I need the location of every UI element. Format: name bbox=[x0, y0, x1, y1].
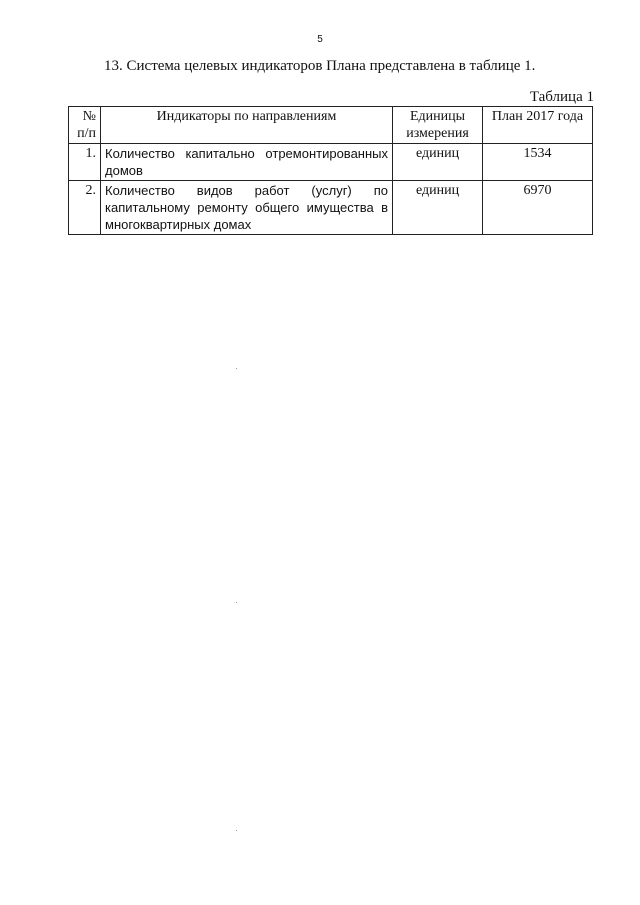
scan-speck bbox=[236, 830, 237, 831]
row-plan: 1534 bbox=[483, 144, 593, 181]
header-indicator: Индикаторы по направлениям bbox=[101, 107, 393, 144]
row-unit: единиц bbox=[393, 181, 483, 235]
row-num: 1. bbox=[69, 144, 101, 181]
row-indicator: Количество капитально отремонтированных домов bbox=[101, 144, 393, 181]
scan-speck bbox=[236, 368, 237, 369]
scan-speck bbox=[236, 602, 237, 603]
page-number: 5 bbox=[317, 34, 323, 45]
row-unit: единиц bbox=[393, 144, 483, 181]
row-indicator: Количество видов работ (услуг) по капитальному ремонту общего имущества в многоквартирных домах bbox=[101, 181, 393, 235]
table-row bbox=[69, 181, 593, 235]
header-num: № п/п bbox=[69, 107, 101, 144]
row-plan: 6970 bbox=[483, 181, 593, 235]
table-header-row bbox=[69, 107, 593, 144]
header-unit: Единицы измерения bbox=[393, 107, 483, 144]
header-plan: План 2017 года bbox=[483, 107, 593, 144]
indicators-table bbox=[68, 106, 593, 235]
row-num: 2. bbox=[69, 181, 101, 235]
table-caption: Таблица 1 bbox=[529, 89, 594, 105]
table-row bbox=[69, 144, 593, 181]
intro-paragraph: 13. Система целевых индикаторов Плана представлена в таблице 1. bbox=[104, 58, 536, 74]
